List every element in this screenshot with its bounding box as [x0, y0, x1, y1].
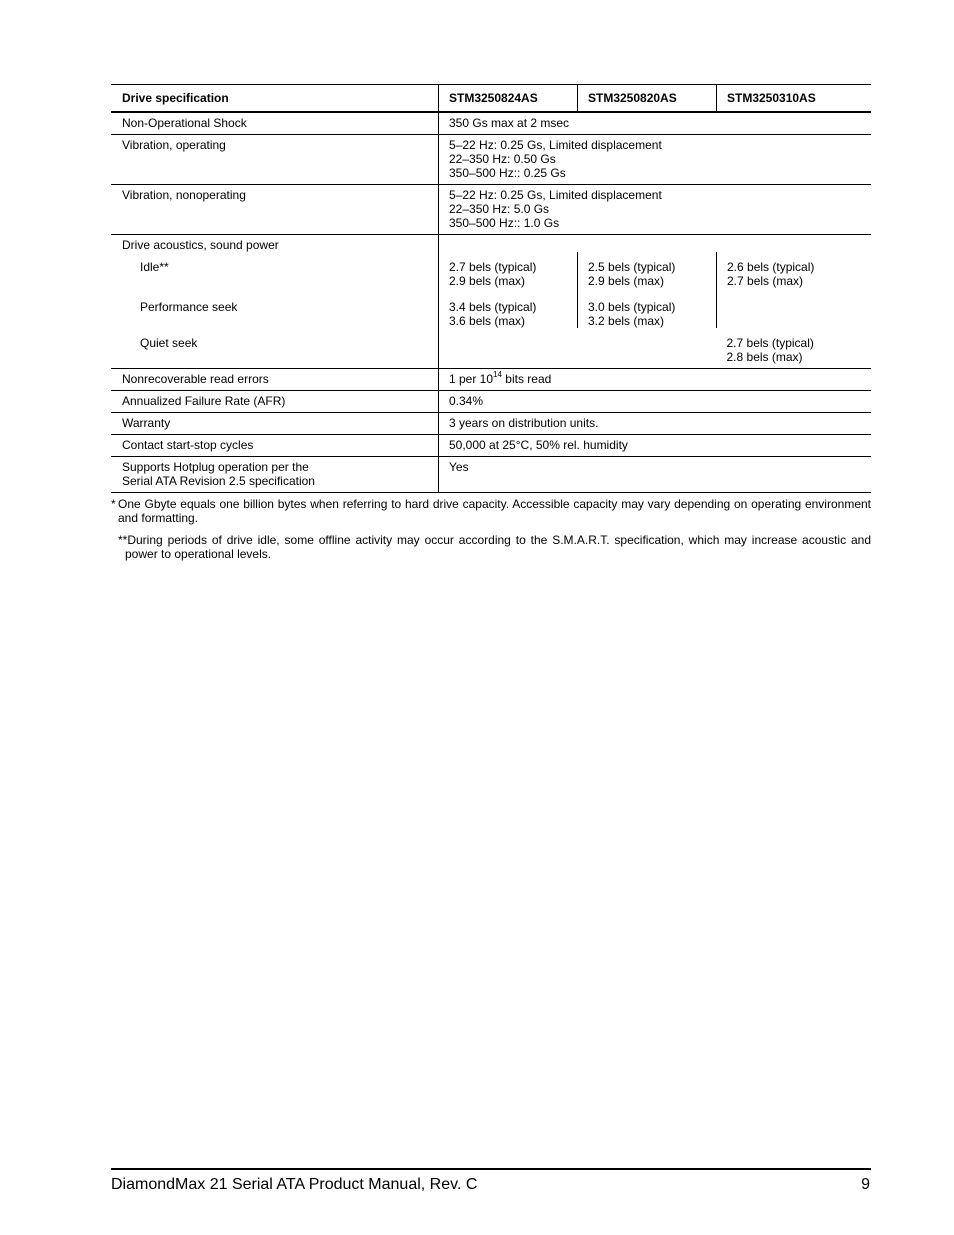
- footnote-marker: **: [118, 533, 128, 547]
- nre-base: 1 per 10: [449, 372, 494, 386]
- row-label: [111, 457, 439, 493]
- row-label: Annualized Failure Rate (AFR): [111, 391, 439, 413]
- table-row-acoustics-performance: [111, 292, 871, 328]
- row-label: Drive acoustics, sound power: [111, 235, 439, 253]
- value-line: 2.9 bels (max): [449, 274, 526, 288]
- page-number: 9: [861, 1176, 870, 1193]
- perf-model-1: [439, 292, 578, 328]
- footer-title: DiamondMax 21 Serial ATA Product Manual, Rev. C: [111, 1176, 478, 1193]
- row-label: Vibration, operating: [111, 135, 439, 185]
- row-label: Performance seek: [111, 292, 439, 328]
- label-line: Supports Hotplug operation per the: [122, 460, 309, 474]
- idle-model-1: [439, 252, 578, 292]
- table-row-acoustics-idle: [111, 252, 871, 292]
- nre-exponent: 14: [493, 370, 502, 379]
- value-line: 5–22 Hz: 0.25 Gs, Limited displacement: [449, 188, 662, 202]
- value-line: 2.7 bels (typical): [726, 336, 814, 350]
- header-model-3: STM3250310AS: [717, 85, 872, 113]
- footnote-text: One Gbyte equals one billion bytes when referring to hard drive capacity. Accessible capacity may vary depending on operating environment and formatting.: [118, 497, 871, 525]
- row-value: [439, 135, 872, 185]
- row-label: Quiet seek: [111, 328, 439, 369]
- row-value: 3 years on distribution units.: [439, 413, 872, 435]
- header-drive-specification: Drive specification: [111, 85, 439, 113]
- value-line: 2.6 bels (typical): [727, 260, 815, 274]
- row-value: Yes: [439, 457, 872, 493]
- table-row-acoustics: [111, 235, 871, 253]
- table-row-vibration-operating: [111, 135, 871, 185]
- drive-spec-table: [111, 84, 871, 493]
- value-line: 3.0 bels (typical): [588, 300, 676, 314]
- table-row-shock: [111, 112, 871, 135]
- row-label: Non-Operational Shock: [111, 112, 439, 135]
- value-line: 3.6 bels (max): [449, 314, 526, 328]
- row-value: 50,000 at 25°C, 50% rel. humidity: [439, 435, 872, 457]
- quiet-model-2-empty: [578, 328, 717, 369]
- value-line: 3.4 bels (typical): [449, 300, 537, 314]
- row-value: 350 Gs max at 2 msec: [439, 112, 872, 135]
- footnote: [111, 497, 871, 525]
- row-label: Warranty: [111, 413, 439, 435]
- label-line: Serial ATA Revision 2.5 specification: [122, 474, 315, 488]
- value-line: 350–500 Hz:: 0.25 Gs: [449, 166, 566, 180]
- idle-model-3: [717, 252, 872, 292]
- table-header-row: [111, 85, 871, 113]
- footnotes: [111, 497, 871, 569]
- value-line: 2.9 bels (max): [588, 274, 665, 288]
- nre-suffix: bits read: [501, 372, 552, 386]
- table-row-hotplug: [111, 457, 871, 493]
- row-value: [439, 369, 872, 391]
- footnote-marker: *: [111, 497, 116, 511]
- row-label: Contact start-stop cycles: [111, 435, 439, 457]
- row-value-empty: [439, 235, 872, 253]
- row-value: [439, 185, 872, 235]
- table-row-nonrecoverable-read-errors: [111, 369, 871, 391]
- value-line: 2.7 bels (typical): [449, 260, 537, 274]
- row-label: Idle**: [111, 252, 439, 292]
- row-label: Vibration, nonoperating: [111, 185, 439, 235]
- table-row-warranty: [111, 413, 871, 435]
- value-line: 2.7 bels (max): [727, 274, 804, 288]
- quiet-model-3: [717, 328, 872, 369]
- value-line: 3.2 bels (max): [588, 314, 665, 328]
- value-line: 2.5 bels (typical): [588, 260, 676, 274]
- value-line: 350–500 Hz:: 1.0 Gs: [449, 216, 560, 230]
- table-row-afr: [111, 391, 871, 413]
- perf-model-3-empty: [717, 292, 872, 328]
- row-label: Nonrecoverable read errors: [111, 369, 439, 391]
- table-row-vibration-nonoperating: [111, 185, 871, 235]
- quiet-model-1-empty: [439, 328, 578, 369]
- value-line: 22–350 Hz: 5.0 Gs: [449, 202, 550, 216]
- footer-divider: [111, 1168, 871, 1170]
- idle-model-2: [578, 252, 717, 292]
- table-row-acoustics-quiet: [111, 328, 871, 369]
- footnote: [111, 533, 871, 561]
- footnote-text: During periods of drive idle, some offline activity may occur according to the S.M.A.R.T. specification, which may increase acoustic and power to operational levels.: [125, 533, 871, 561]
- value-line: 2.8 bels (max): [726, 350, 803, 364]
- header-model-1: STM3250824AS: [439, 85, 578, 113]
- table-row-start-stop-cycles: [111, 435, 871, 457]
- row-value: 0.34%: [439, 391, 872, 413]
- perf-model-2: [578, 292, 717, 328]
- value-line: 22–350 Hz: 0.50 Gs: [449, 152, 556, 166]
- header-model-2: STM3250820AS: [578, 85, 717, 113]
- value-line: 5–22 Hz: 0.25 Gs, Limited displacement: [449, 138, 662, 152]
